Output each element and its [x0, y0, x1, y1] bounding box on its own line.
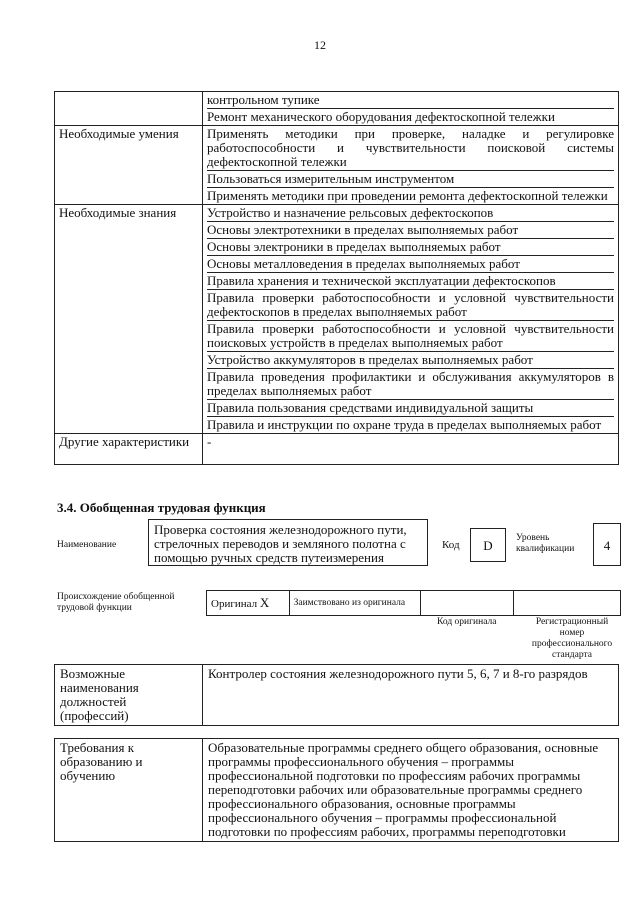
origin-table — [206, 590, 621, 616]
table-row — [55, 126, 619, 205]
list-item: Правила проведения профилактики и обслуживания аккумуляторов в пределах выполняемых работ — [207, 369, 614, 398]
education-value: Образовательные программы среднего общего образования, основные программы профессионального обучения – программы профессиональной подготовки по профессиям рабочих программы переподготовки рабочих или образовательные программы среднего профессионального образования, основные программы профессионального обучения – программы профессиональной подготовки по профессиям рабочих, программы переподготовки — [203, 739, 619, 842]
page-number: 12 — [314, 38, 326, 52]
list-item: Устройство и назначение рельсовых дефектоскопов — [207, 205, 614, 222]
list-item: Правила и инструкции по охране труда в пределах выполняемых работ — [207, 417, 602, 432]
original-mark: X — [259, 595, 270, 610]
original-label: Оригинал — [211, 598, 258, 610]
row-label: Другие характеристики — [55, 434, 203, 465]
education-label: Требования к образованию и обучению — [55, 739, 203, 842]
borrowed-cell — [289, 591, 421, 616]
list-item: Применять методики при проверке, наладке и регулировке работоспособности и чувствительности поисковой системы дефектоскопной тележки — [207, 126, 614, 169]
table-row — [55, 434, 619, 465]
job-titles-value: Контролер состояния железнодорожного пути 5, 6, 7 и 8-го разрядов — [203, 665, 619, 726]
row-items — [203, 434, 619, 465]
qualification-level-label: Уровень квалификации — [516, 533, 575, 554]
section-title: 3.4. Обобщенная трудовая функция — [57, 500, 266, 515]
list-item: Основы электроники в пределах выполняемых работ — [207, 239, 614, 256]
skills-knowledge-table — [54, 91, 619, 465]
list-item: Правила пользования средствами индивидуальной защиты — [207, 400, 614, 417]
table-row — [55, 92, 619, 126]
row-label: Необходимые знания — [55, 205, 203, 434]
code-value: D — [470, 528, 506, 562]
list-item: Правила проверки работоспособности и условной чувствительности дефектоскопов в пределах выполняемых работ — [207, 290, 614, 319]
original-cell — [207, 591, 290, 616]
list-item: Применять методики при проведении ремонта дефектоскопной тележки — [207, 188, 608, 203]
qualification-level-value: 4 — [593, 523, 621, 566]
origin-label: Происхождение обобщенной трудовой функции — [57, 592, 175, 613]
code-label: Код — [442, 539, 460, 551]
list-item: Основы металловедения в пределах выполняемых работ — [207, 256, 614, 273]
list-item: контрольном тупике — [207, 92, 614, 109]
list-item: Ремонт механического оборудования дефектоскопной тележки — [207, 109, 555, 124]
list-item: Основы электротехники в пределах выполняемых работ — [207, 222, 614, 239]
list-item: Правила проверки работоспособности и условной чувствительности поисковых устройств в пределах выполняемых работ — [207, 321, 614, 350]
list-item: Пользоваться измерительным инструментом — [207, 171, 614, 188]
original-code-label: Код оригинала — [437, 617, 497, 627]
list-item: Устройство аккумуляторов в пределах выполняемых работ — [207, 352, 614, 369]
list-item: Правила хранения и технической эксплуатации дефектоскопов — [207, 273, 614, 290]
list-item: - — [207, 434, 212, 449]
name-label: Наименование — [57, 540, 117, 550]
table-row — [55, 205, 619, 434]
original-code-cell — [421, 591, 514, 616]
education-table — [54, 738, 619, 842]
function-name-value: Проверка состояния железнодорожного пути, стрелочных переводов и земляного полотна с помощью ручных средств путеизмерения — [154, 522, 407, 565]
job-titles-label: Возможные наименования должностей (профессий) — [55, 665, 203, 726]
row-items — [203, 92, 619, 126]
reg-number-label: Регистрационный номер профессионального стандарта — [531, 617, 613, 660]
row-items — [203, 126, 619, 205]
row-items — [203, 205, 619, 434]
row-label: Необходимые умения — [55, 126, 203, 205]
job-titles-table — [54, 664, 619, 726]
row-label — [55, 92, 203, 126]
borrowed-label: Заимствовано из оригинала — [293, 597, 406, 608]
function-name-box — [148, 519, 428, 566]
reg-number-cell — [513, 591, 620, 616]
